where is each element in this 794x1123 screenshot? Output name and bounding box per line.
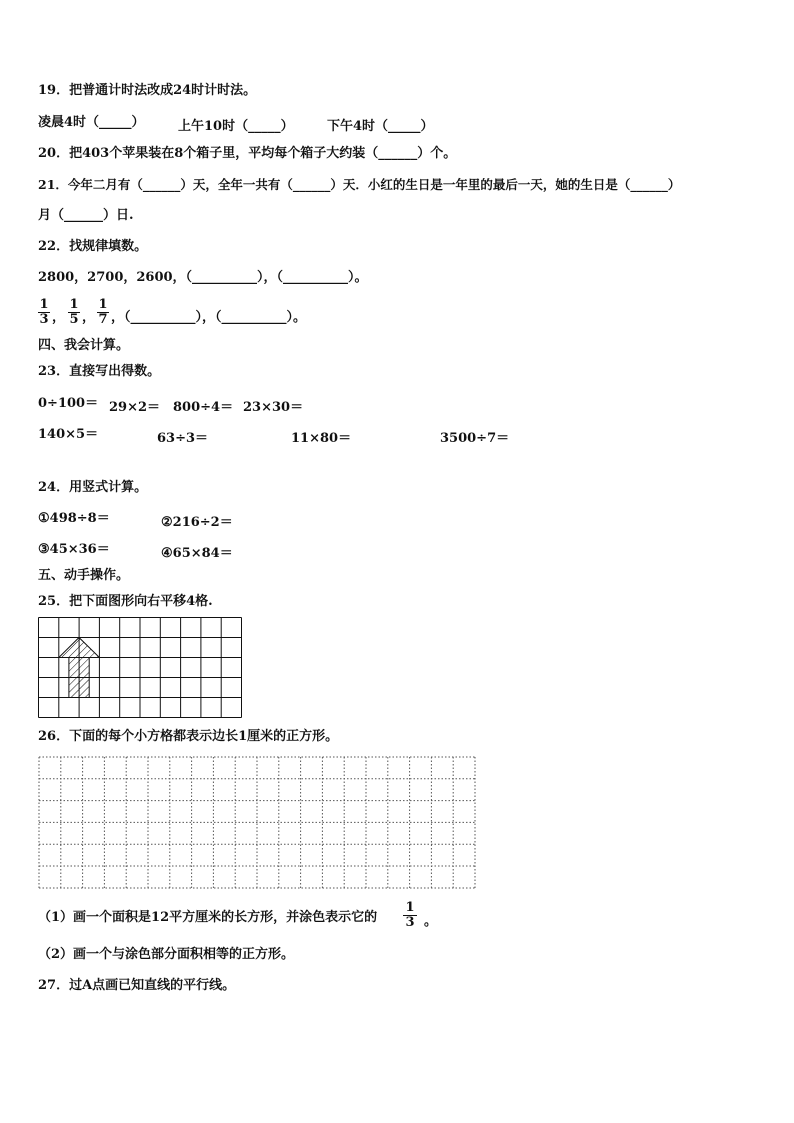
q23-r2c1: 140×5＝ (38, 427, 99, 442)
q23-r1c1: 0÷100＝ (38, 396, 99, 411)
section5-title: 五、动手操作。 (38, 568, 130, 583)
q24-item-4: ④65×84＝ (161, 546, 233, 561)
q21-line2: 月（______）日. (38, 208, 134, 223)
q22-comma-1: ， (52, 310, 66, 325)
q19-title: 19．把普通计时法改成24时计时法。 (38, 83, 257, 98)
section4-title: 四、我会计算。 (38, 338, 130, 353)
q23-r1c4: 23×30＝ (243, 400, 304, 415)
q23-title: 23．直接写出得数。 (38, 364, 161, 379)
arrow-shape (59, 638, 100, 698)
q24-item-1: ①498÷8＝ (38, 511, 110, 526)
q22-fraction-3: 1 7 (98, 297, 108, 327)
q26-sub1: （1）画一个面积是12平方厘米的长方形，并涂色表示它的 (38, 910, 378, 925)
q22-seq1: 2800，2700，2600，（__________），（__________）。 (38, 270, 368, 285)
q24-item-3: ③45×36＝ (38, 542, 110, 557)
q23-r1c2: 29×2＝ (109, 400, 161, 415)
q19-blank-b: 上午10时（_____） (178, 119, 294, 134)
q23-r2c2: 63÷3＝ (157, 431, 209, 446)
q20-text: 20．把403个苹果装在8个箱子里，平均每个箱子大约装（______）个。 (38, 146, 457, 161)
q21-line1: 21．今年二月有（______）天，全年一共有（______）天．小红的生日是一年里的最后一天，她的生日是（______） (38, 177, 681, 192)
q24-title: 24．用竖式计算。 (38, 480, 148, 495)
q25-grid (38, 617, 243, 719)
q23-r2c4: 3500÷7＝ (440, 431, 510, 446)
q26-sub1-end: 。 (424, 914, 438, 929)
q26-title: 26．下面的每个小方格都表示边长1厘米的正方形。 (38, 729, 339, 744)
q22-comma-2: ， (82, 310, 96, 325)
q26-sub2: （2）画一个与涂色部分面积相等的正方形。 (38, 947, 295, 962)
q24-item-2: ②216÷2＝ (161, 515, 233, 530)
q22-fraction-1: 1 3 (39, 297, 49, 327)
q19-blank-c: 下午4时（_____） (327, 119, 434, 134)
q23-r2c3: 11×80＝ (291, 431, 352, 446)
q26-dotted-grid (38, 756, 478, 891)
q25-title: 25．把下面图形向右平移4格. (38, 594, 213, 609)
q22-fraction-2: 1 5 (69, 297, 79, 327)
q22-seq2-tail: ，（__________），（__________）。 (111, 310, 307, 325)
q23-r1c3: 800÷4＝ (173, 400, 234, 415)
q26-sub1-fraction: 1 3 (403, 901, 417, 930)
q27-title: 27．过A点画已知直线的平行线。 (38, 978, 236, 993)
q22-title: 22．找规律填数。 (38, 239, 148, 254)
q19-blank-a: 凌晨4时（_____） (38, 115, 145, 130)
